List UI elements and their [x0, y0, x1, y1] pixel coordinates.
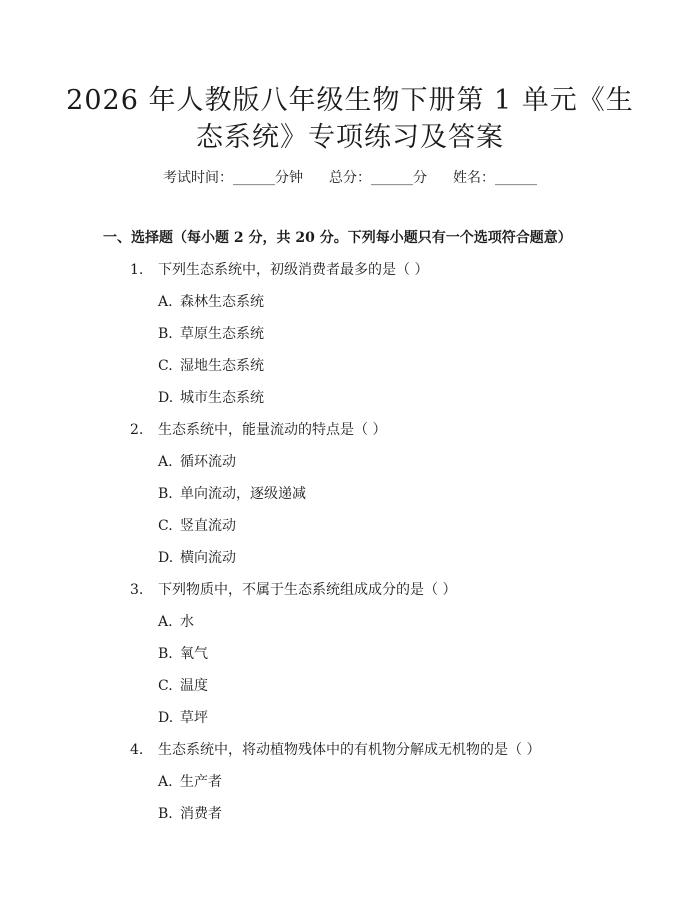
option-4b: [158, 804, 222, 824]
document-title-line-2: 态系统》专项练习及答案: [196, 122, 504, 153]
option-text: 生产者: [180, 774, 222, 790]
option-3a: [158, 612, 194, 632]
option-letter: A.: [158, 294, 173, 310]
option-letter: D.: [158, 710, 174, 726]
score-label: 总分：: [329, 170, 371, 186]
option-letter: C.: [158, 678, 173, 694]
question-3: [130, 580, 456, 600]
option-letter: D.: [158, 390, 174, 406]
option-text: 横向流动: [180, 550, 236, 566]
option-letter: C.: [158, 358, 173, 374]
question-4: [130, 740, 540, 760]
option-text: 森林生态系统: [180, 294, 264, 310]
question-text: 下列物质中，不属于生态系统组成成分的是（ ）: [158, 582, 457, 598]
option-letter: A.: [158, 614, 173, 630]
option-3c: [158, 676, 208, 696]
option-text: 水: [180, 614, 194, 630]
option-2c: [158, 516, 236, 536]
option-2b: [158, 484, 306, 504]
question-number: 2.: [130, 422, 144, 438]
question-2: [130, 420, 386, 440]
option-text: 消费者: [180, 806, 222, 822]
option-1d: [158, 388, 264, 408]
option-text: 草坪: [180, 710, 208, 726]
option-text: 单向流动，逐级递减: [180, 486, 306, 502]
option-letter: A.: [158, 774, 173, 790]
section-heading: 一、选择题（每小题 2 分，共 20 分。下列每小题只有一个选项符合题意）: [103, 230, 572, 246]
option-text: 湿地生态系统: [180, 358, 264, 374]
option-4a: [158, 772, 222, 792]
name-blank: ______: [495, 170, 537, 186]
option-letter: B.: [158, 646, 173, 662]
question-text: 生态系统中，将动植物残体中的有机物分解成无机物的是（ ）: [158, 742, 541, 758]
score-unit: 分: [413, 170, 427, 186]
option-letter: C.: [158, 518, 173, 534]
question-number: 1.: [130, 262, 144, 278]
option-3b: [158, 644, 208, 664]
option-text: 草原生态系统: [180, 326, 264, 342]
option-2a: [158, 452, 236, 472]
option-letter: B.: [158, 486, 173, 502]
time-blank: ______: [233, 170, 275, 186]
option-text: 竖直流动: [180, 518, 236, 534]
exam-info-row: [0, 168, 700, 188]
question-text: 生态系统中，能量流动的特点是（ ）: [158, 422, 387, 438]
question-text: 下列生态系统中，初级消费者最多的是（ ）: [158, 262, 429, 278]
option-1a: [158, 292, 264, 312]
option-letter: B.: [158, 326, 173, 342]
question-number: 3.: [130, 582, 144, 598]
question-number: 4.: [130, 742, 144, 758]
time-label: 考试时间：: [163, 170, 233, 186]
question-1: [130, 260, 428, 280]
option-letter: B.: [158, 806, 173, 822]
option-1c: [158, 356, 264, 376]
option-text: 循环流动: [180, 454, 236, 470]
document-title-line-1: 2026 年人教版八年级生物下册第 1 单元《生: [66, 85, 634, 116]
option-letter: D.: [158, 550, 174, 566]
option-1b: [158, 324, 264, 344]
score-blank: ______: [371, 170, 413, 186]
time-unit: 分钟: [275, 170, 303, 186]
option-text: 温度: [180, 678, 208, 694]
option-text: 城市生态系统: [180, 390, 264, 406]
name-label: 姓名：: [453, 170, 495, 186]
option-3d: [158, 708, 208, 728]
option-text: 氧气: [180, 646, 208, 662]
option-2d: [158, 548, 236, 568]
option-letter: A.: [158, 454, 173, 470]
